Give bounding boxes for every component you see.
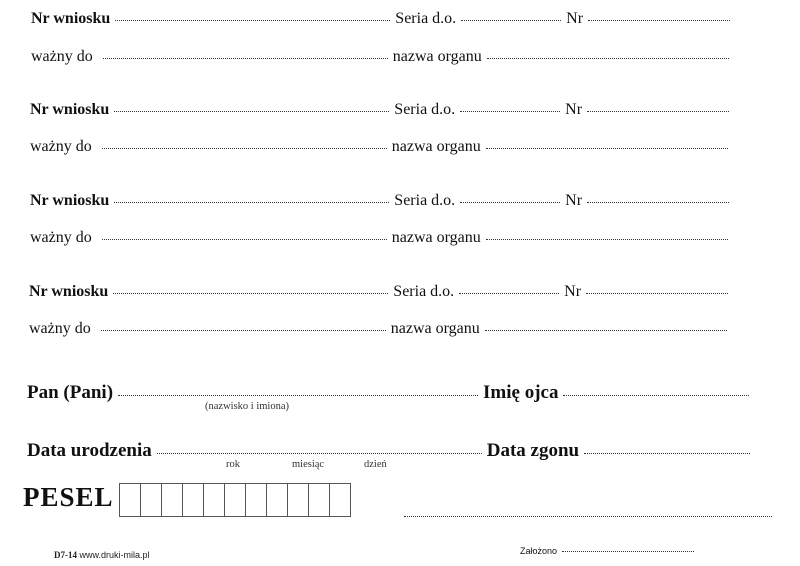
pan-hint: (nazwisko i imiona) — [205, 401, 289, 412]
nr-label: Nr — [565, 101, 583, 118]
nazwa-organu-label: nazwa organu — [392, 48, 482, 65]
pesel-digit-box[interactable] — [183, 484, 204, 516]
nr-field[interactable] — [587, 111, 729, 112]
footer-zalozono — [520, 546, 699, 556]
record-2-line-2 — [30, 138, 733, 156]
pesel-digit-box[interactable] — [309, 484, 330, 516]
seria-field[interactable] — [459, 293, 559, 294]
record-3-line-1 — [30, 192, 734, 210]
nazwa-organu-field[interactable] — [487, 58, 729, 59]
pan-label: Pan (Pani) — [27, 382, 114, 403]
seria-field[interactable] — [460, 202, 560, 203]
record-1-line-2 — [31, 48, 734, 66]
wazny-do-label: ważny do — [30, 229, 92, 246]
imie-ojca-field[interactable] — [563, 395, 749, 396]
signature-line[interactable] — [404, 516, 772, 517]
nr-wniosku-field[interactable] — [115, 20, 390, 21]
nazwa-organu-label: nazwa organu — [391, 138, 481, 155]
wazny-do-field[interactable] — [102, 239, 387, 240]
record-1-line-1 — [31, 10, 735, 28]
pesel-label: PESEL — [23, 482, 114, 512]
pesel-digit-box[interactable] — [225, 484, 246, 516]
pesel-digit-box[interactable] — [120, 484, 141, 516]
wazny-do-field[interactable] — [103, 58, 388, 59]
nazwa-organu-field[interactable] — [486, 148, 728, 149]
wazny-do-label: ważny do — [31, 48, 93, 65]
seria-field[interactable] — [460, 111, 560, 112]
birth-row — [27, 440, 755, 462]
record-4-line-1 — [29, 283, 733, 301]
pesel-boxes[interactable] — [119, 483, 351, 517]
nr-wniosku-field[interactable] — [114, 202, 389, 203]
data-urodzenia-label: Data urodzenia — [27, 440, 152, 461]
hint-dzien: dzień — [364, 459, 387, 470]
seria-field[interactable] — [461, 20, 561, 21]
pesel-digit-box[interactable] — [330, 484, 350, 516]
seria-label: Seria d.o. — [394, 101, 456, 118]
hint-miesiac: miesiąc — [292, 459, 325, 470]
nr-field[interactable] — [586, 293, 728, 294]
zalozono-label: Założono — [520, 546, 558, 556]
seria-label: Seria d.o. — [395, 10, 457, 27]
nazwa-organu-field[interactable] — [486, 239, 728, 240]
nr-field[interactable] — [587, 202, 729, 203]
pesel-digit-box[interactable] — [267, 484, 288, 516]
zalozono-field[interactable] — [562, 551, 694, 552]
pesel-digit-box[interactable] — [246, 484, 267, 516]
nr-wniosku-label: Nr wniosku — [30, 101, 110, 118]
nr-label: Nr — [565, 192, 583, 209]
nazwa-organu-label: nazwa organu — [391, 229, 481, 246]
record-2-line-1 — [30, 101, 734, 119]
nr-wniosku-label: Nr wniosku — [29, 283, 109, 300]
wazny-do-label: ważny do — [30, 138, 92, 155]
data-zgonu-label: Data zgonu — [486, 440, 580, 461]
record-4-line-2 — [29, 320, 732, 338]
record-3-line-2 — [30, 229, 733, 247]
data-urodzenia-field[interactable] — [157, 453, 482, 454]
pesel-digit-box[interactable] — [162, 484, 183, 516]
pesel-digit-box[interactable] — [204, 484, 225, 516]
wazny-do-field[interactable] — [102, 148, 387, 149]
pan-row — [27, 382, 754, 404]
nr-wniosku-label: Nr wniosku — [30, 192, 110, 209]
seria-label: Seria d.o. — [393, 283, 455, 300]
nr-wniosku-label: Nr wniosku — [31, 10, 111, 27]
nr-label: Nr — [564, 283, 582, 300]
pesel-digit-box[interactable] — [141, 484, 162, 516]
wazny-do-label: ważny do — [29, 320, 91, 337]
footer-left — [54, 550, 150, 560]
wazny-do-field[interactable] — [101, 330, 386, 331]
imie-ojca-label: Imię ojca — [483, 382, 559, 403]
nr-wniosku-field[interactable] — [113, 293, 388, 294]
data-zgonu-field[interactable] — [584, 453, 750, 454]
pan-field[interactable] — [118, 395, 478, 396]
nr-label: Nr — [566, 10, 584, 27]
hint-rok: rok — [226, 459, 240, 470]
nr-field[interactable] — [588, 20, 730, 21]
nr-wniosku-field[interactable] — [114, 111, 389, 112]
nazwa-organu-label: nazwa organu — [390, 320, 480, 337]
seria-label: Seria d.o. — [394, 192, 456, 209]
form-code: D7-14 — [54, 550, 77, 560]
pesel-digit-box[interactable] — [288, 484, 309, 516]
nazwa-organu-field[interactable] — [485, 330, 727, 331]
site-link: www.druki-mila.pl — [79, 550, 150, 560]
